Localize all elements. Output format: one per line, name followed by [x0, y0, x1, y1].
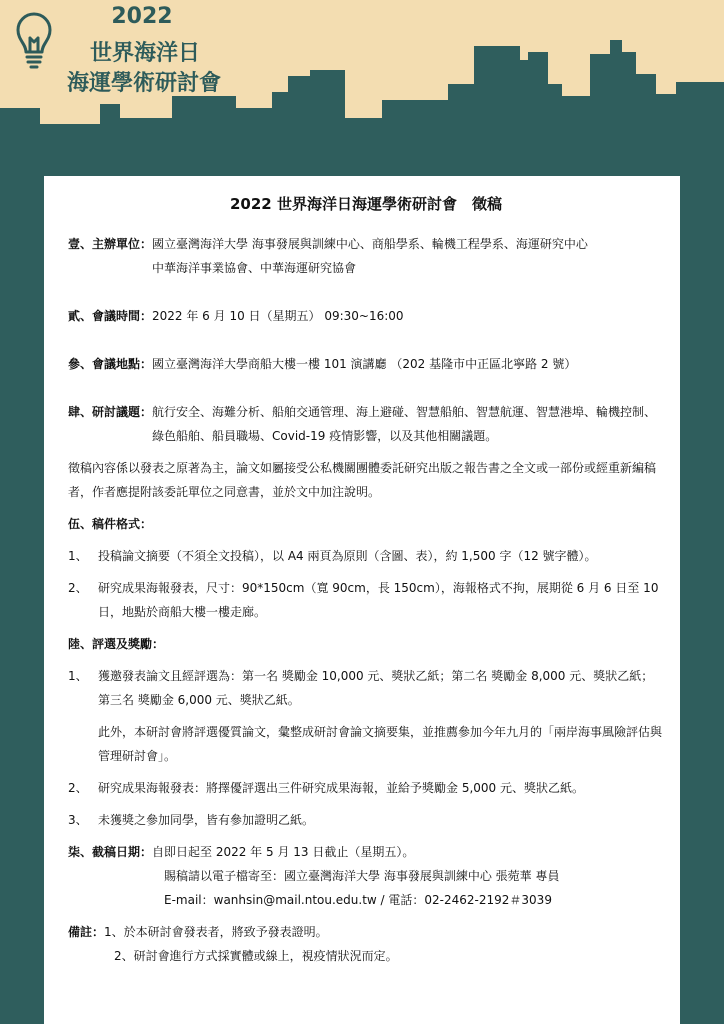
time-label: 貳、會議時間： [68, 309, 153, 323]
organizer-line1: 國立臺灣海洋大學 海事發展與訓練中心、商船學系、輪機工程學系、海運研究中心 [152, 237, 588, 251]
topics-value: 航行安全、海難分析、船舶交通管理、海上避碰、智慧船舶、智慧航運、智慧港埠、輪機控制、綠色船舶、船員職場、Covid-19 疫情影響，以及其他相關議題。 [152, 405, 657, 443]
section-time [68, 304, 664, 328]
awards-item-3 [68, 808, 664, 832]
remarks-label: 備註： [68, 925, 105, 939]
time-value: 2022 年 6 月 10 日（星期五） 09:30~16:00 [152, 309, 404, 323]
awards-item-1 [68, 664, 664, 712]
section-deadline [68, 840, 664, 864]
awards-item-2 [68, 776, 664, 800]
format-label: 伍、稿件格式： [68, 517, 153, 531]
submission-notice: 徵稿內容係以發表之原著為主，論文如屬接受公私機關團體委託研究出版之報告書之全文或一部份或經重新編稿者，作者應提附該委託單位之同意書，並於文中加注說明。 [68, 461, 657, 499]
deadline-email-phone: E-mail：wanhsin@mail.ntou.edu.tw / 電話：02-2462-2192＃3039 [164, 893, 552, 907]
format-item-1-number: 1、 [68, 549, 88, 563]
deadline-value: 自即日起至 2022 年 5 月 13 日截止（星期五）。 [152, 845, 415, 859]
awards-extra-note: 此外，本研討會將評選優質論文，彙整成研討會論文摘要集，並推薦參加今年九月的「兩岸海事風險評估與管理研討會」。 [98, 725, 663, 763]
awards-item-2-number: 2、 [68, 781, 88, 795]
format-item-1-text: 投稿論文摘要（不須全文投稿），以 A4 兩頁為原則（含圖、表），約 1,500 字（12 號字體）。 [98, 549, 597, 563]
section-venue [68, 352, 664, 376]
document-paper [44, 176, 680, 1024]
deadline-contact: 賜稿請以電子檔寄至：國立臺灣海洋大學 海事發展與訓練中心 張菀華 專員 [164, 869, 560, 883]
header-title-line1: 世界海洋日 [89, 41, 200, 66]
section-topics [68, 400, 664, 448]
deadline-label: 柒、截稿日期： [68, 845, 153, 859]
awards-item-1-number: 1、 [68, 669, 88, 683]
document-title: 2022 世界海洋日海運學術研討會 徵稿 [230, 195, 502, 213]
remarks-line2: 2、研討會進行方式採實體或線上，視疫情狀況而定。 [114, 949, 398, 963]
awards-label: 陸、評選及獎勵： [68, 637, 165, 651]
format-item-1 [68, 544, 664, 568]
venue-value: 國立臺灣海洋大學商船大樓一樓 101 演講廳 （202 基隆市中正區北寧路 2 號） [152, 357, 577, 371]
format-item-2-number: 2、 [68, 581, 88, 595]
remarks-line1: 1、於本研討會發表者，將致予發表證明。 [104, 925, 328, 939]
awards-item-2-text: 研究成果海報發表：將擇優評選出三件研究成果海報，並給予獎勵金 5,000 元、獎狀乙紙。 [98, 781, 584, 795]
awards-item-1-text: 獲邀發表論文且經評選為：第一名 獎勵金 10,000 元、獎狀乙紙；第二名 獎勵金 8,000 元、獎狀乙紙；第三名 獎勵金 6,000 元、獎狀乙紙。 [98, 669, 654, 707]
venue-label: 參、會議地點： [68, 357, 153, 371]
awards-item-3-text: 未獲獎之參加同學，皆有參加證明乙紙。 [98, 813, 315, 827]
topics-label: 肆、研討議題： [68, 405, 153, 419]
section-organizer [68, 232, 664, 280]
organizer-label: 壹、主辦單位： [68, 237, 153, 251]
header-title-line2: 海運學術研討會 [66, 71, 221, 96]
document-content [68, 192, 664, 968]
awards-item-3-number: 3、 [68, 813, 88, 827]
lightbulb-icon [10, 8, 58, 70]
section-remarks [68, 920, 664, 944]
header-year: 2022 [111, 4, 173, 29]
format-item-2 [68, 576, 664, 624]
format-item-2-text: 研究成果海報發表，尺寸：90*150cm（寬 90cm，長 150cm），海報格式不拘，展期從 6 月 6 日至 10 日，地點於商船大樓一樓走廊。 [98, 581, 659, 619]
organizer-line2: 中華海洋事業協會、中華海運研究協會 [152, 261, 357, 275]
